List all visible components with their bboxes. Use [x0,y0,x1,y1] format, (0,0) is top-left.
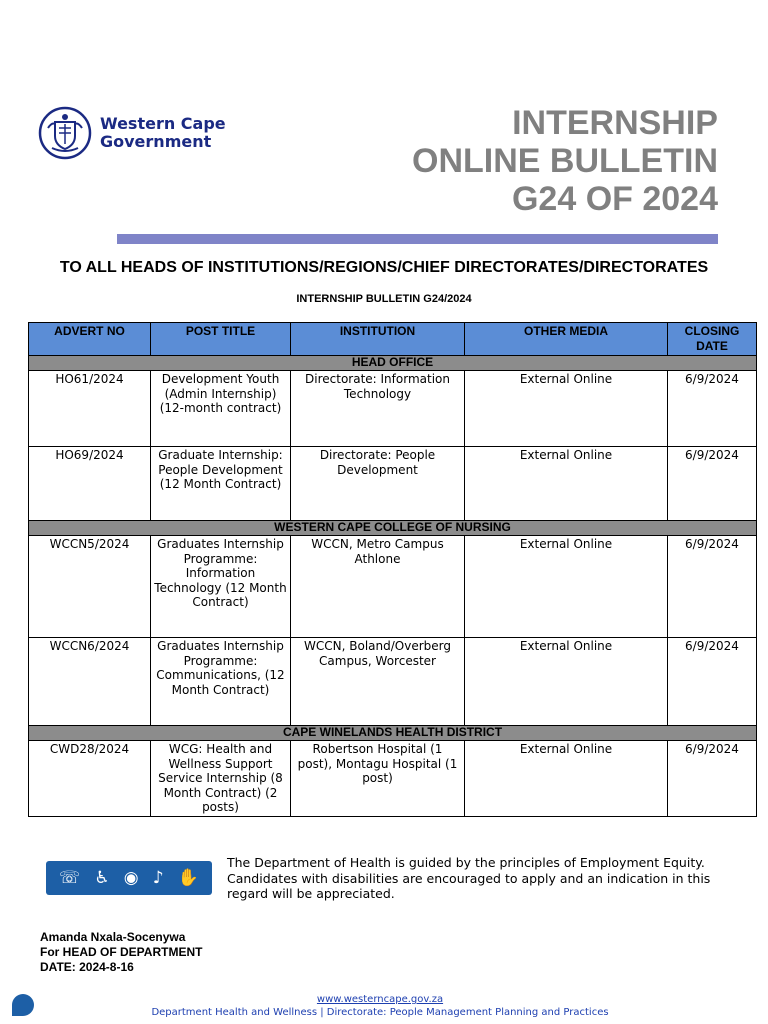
signature-date: DATE: 2024-8-16 [40,960,134,974]
section-row [29,726,757,741]
section-college-of-nursing: WESTERN CAPE COLLEGE OF NURSING [29,521,757,536]
cell-institution: Directorate: People Development [291,447,465,521]
cell-advert-no: CWD28/2024 [29,741,151,817]
bulletin-title [412,104,718,218]
title-line-3: G24 OF 2024 [511,180,718,218]
cell-institution: WCCN, Metro Campus Athlone [291,536,465,638]
cell-closing-date: 6/9/2024 [668,638,757,726]
cell-institution: Robertson Hospital (1 post), Montagu Hospital (1 post) [291,741,465,817]
sign-language-icon: ✋ [177,868,199,888]
table-header-row [29,323,757,356]
footer-department: Department Health and Wellness | Directorate: People Management Planning and Practices [151,1007,609,1018]
cell-advert-no: HO69/2024 [29,447,151,521]
table-row [29,536,757,638]
header-other-media: OTHER MEDIA [465,323,668,356]
header-closing-date: CLOSING DATE [668,323,757,356]
section-cape-winelands: CAPE WINELANDS HEALTH DISTRICT [29,726,757,741]
title-line-2: ONLINE BULLETIN [412,142,718,180]
logo-line-2: Government [100,132,212,151]
signatory-name: Amanda Nxala-Socenywa [40,930,186,944]
header-post-title: POST TITLE [151,323,291,356]
cell-closing-date: 6/9/2024 [668,741,757,817]
accessibility-icons [46,861,212,895]
equity-statement: The Department of Health is guided by the principles of Employment Equity. Candidates with disabilities are encouraged to apply and an indication in this regard will be appreciated. [227,855,711,901]
cell-closing-date: 6/9/2024 [668,447,757,521]
title-divider [117,234,718,244]
cell-closing-date: 6/9/2024 [668,371,757,447]
cell-post-title: WCG: Health and Wellness Support Service Internship (8 Month Contract) (2 posts) [151,741,291,817]
wheelchair-icon: ♿ [94,868,110,888]
cell-post-title: Graduates Internship Programme: Communications, (12 Month Contract) [151,638,291,726]
cell-advert-no: WCCN6/2024 [29,638,151,726]
section-row [29,356,757,371]
section-row [29,521,757,536]
table-row [29,371,757,447]
logo-text [100,115,226,151]
hearing-icon: ♪ [152,868,164,888]
cell-advert-no: WCCN5/2024 [29,536,151,638]
footer-url-link[interactable]: www.westerncape.gov.za [316,994,444,1005]
cell-institution: Directorate: Information Technology [291,371,465,447]
tty-icon: ☏ [59,868,81,888]
header-institution: INSTITUTION [291,323,465,356]
logo-line-1: Western Cape [100,114,226,133]
table-row [29,638,757,726]
header-advert-no: ADVERT NO [29,323,151,356]
signature-block [40,930,202,975]
cell-advert-no: HO61/2024 [29,371,151,447]
table-row [29,741,757,817]
cell-other-media: External Online [465,371,668,447]
table-row [29,447,757,521]
cell-other-media: External Online [465,536,668,638]
low-vision-icon: ◉ [123,868,139,888]
signatory-role: For HEAD OF DEPARTMENT [40,945,203,959]
bulletin-subheading: INTERNSHIP BULLETIN G24/2024 [296,293,472,305]
cell-other-media: External Online [465,447,668,521]
logo [38,106,226,160]
section-head-office: HEAD OFFICE [29,356,757,371]
cell-institution: WCCN, Boland/Overberg Campus, Worcester [291,638,465,726]
cell-post-title: Graduates Internship Programme: Information Technology (12 Month Contract) [151,536,291,638]
title-line-1: INTERNSHIP [512,104,718,142]
cell-post-title: Graduate Internship: People Development (12 Month Contract) [151,447,291,521]
cell-other-media: External Online [465,638,668,726]
vacancy-table [28,322,757,817]
cell-other-media: External Online [465,741,668,817]
coat-of-arms-icon [38,106,92,160]
cell-post-title: Development Youth (Admin Internship) (12-month contract) [151,371,291,447]
addressee-heading: TO ALL HEADS OF INSTITUTIONS/REGIONS/CHIEF DIRECTORATES/DIRECTORATES [59,259,709,276]
cell-closing-date: 6/9/2024 [668,536,757,638]
